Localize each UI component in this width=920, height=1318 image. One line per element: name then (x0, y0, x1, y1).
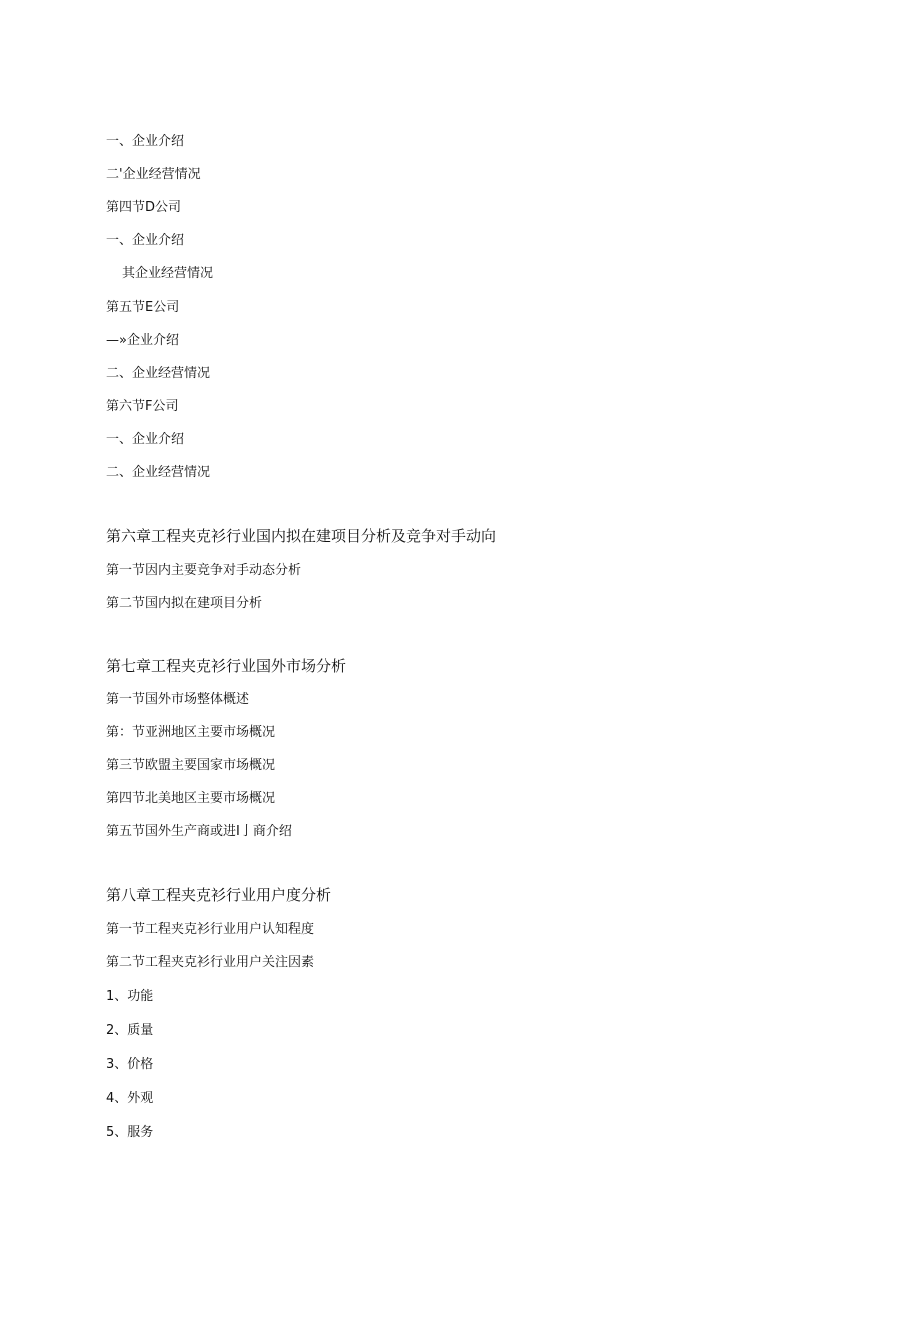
toc-line-chapter7-section4: 第四节北美地区主要市场概况 (106, 791, 276, 806)
toc-line-chapter6-section2: 第二节国内拟在建项目分析 (106, 596, 263, 611)
toc-line-company-intro: —»企业介绍 (106, 333, 179, 348)
toc-line-company-intro: 一、企业介绍 (106, 233, 185, 248)
toc-line-chapter7-section3: 第三节欧盟主要国家市场概况 (106, 758, 276, 773)
toc-line-section-f-company: 第六节F公司 (106, 399, 179, 414)
toc-line-factor-quality: 2、质量 (106, 1023, 154, 1038)
toc-line-section-d-company: 第四节D公司 (106, 200, 182, 215)
toc-line-factor-function: 1、功能 (106, 989, 154, 1004)
toc-line-chapter7-section1: 第一节国外市场整体概述 (106, 692, 250, 707)
chapter-7-heading: 第七章工程夹克衫行业国外市场分析 (106, 657, 347, 675)
chapter-8-heading: 第八章工程夹克衫行业用户度分析 (106, 886, 332, 904)
toc-line-company-operations: 二、企业经营情况 (106, 366, 211, 381)
toc-line-company-operations: 二'企业经营情况 (106, 167, 201, 182)
chapter-6-heading: 第六章工程夹克衫行业国内拟在建项目分析及竞争对手动向 (106, 527, 497, 545)
toc-line-chapter8-section2: 第二节工程夹克衫行业用户关注因素 (106, 955, 315, 970)
toc-line-factor-service: 5、服务 (106, 1125, 154, 1140)
toc-line-chapter8-section1: 第一节工程夹克衫行业用户认知程度 (106, 922, 315, 937)
toc-line-company-operations: 其企业经营情况 (122, 266, 214, 281)
toc-line-section-e-company: 第五节E公司 (106, 300, 180, 315)
toc-line-company-intro: 一、企业介绍 (106, 134, 185, 149)
toc-line-chapter7-section5: 第五节国外生产商或进I亅商介绍 (106, 824, 292, 839)
toc-line-chapter7-section2: 第：节亚洲地区主要市场概况 (106, 725, 276, 740)
toc-line-chapter6-section1: 第一节因内主要竞争对手动态分析 (106, 563, 302, 578)
toc-line-company-operations: 二、企业经营情况 (106, 465, 211, 480)
toc-line-factor-appearance: 4、外观 (106, 1091, 154, 1106)
toc-line-company-intro: 一、企业介绍 (106, 432, 185, 447)
toc-line-factor-price: 3、价格 (106, 1057, 154, 1072)
